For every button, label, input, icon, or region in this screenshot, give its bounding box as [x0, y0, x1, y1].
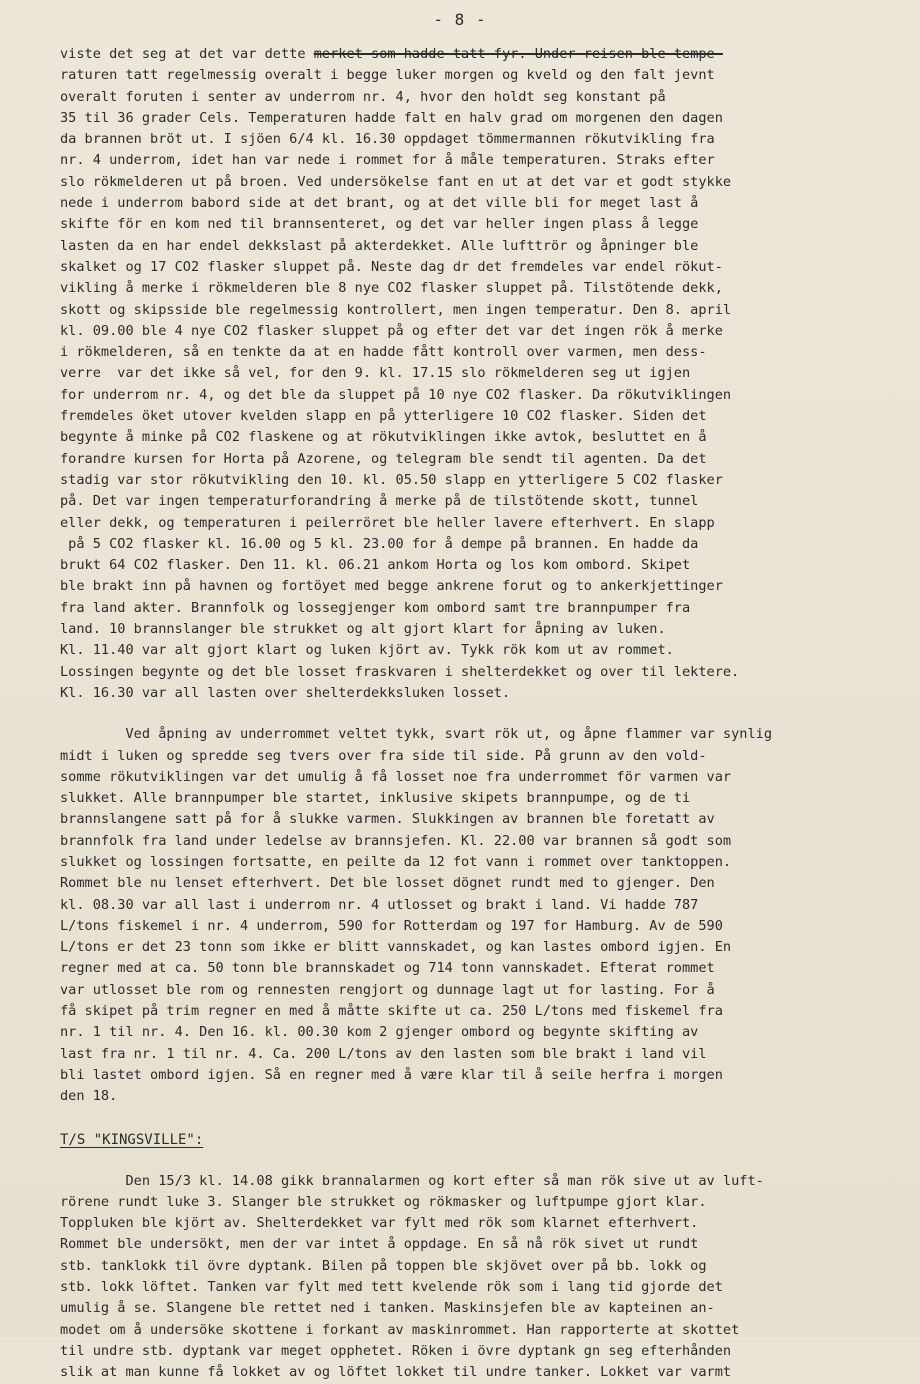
text-line: land. 10 brannslanger ble strukket og alt gjort klart for åpning av luken. [60, 621, 666, 638]
text-line: verre var det ikke så vel, for den 9. kl. 17.15 slo rökmelderen seg ut igjen [60, 365, 691, 382]
text-line: 35 til 36 grader Cels. Temperaturen hadde falt en halv grad om morgenen den dagen [60, 109, 723, 126]
text-line: stadig var stor rökutvikling den 10. kl. 05.50 slapp en ytterligere 5 CO2 flasker [60, 471, 723, 488]
text-line: overalt foruten i senter av underrom nr. 4, hvor den holdt seg konstant på [60, 88, 666, 105]
text-line: modet om å undersöke skottene i forkant av maskinrommet. Han rapporterte at skottet [60, 1321, 740, 1338]
text-line: få skipet på trim regner en med å måtte skifte ut ca. 250 L/tons med fiskemel fra [60, 1003, 723, 1020]
text-line: fremdeles öket utover kvelden slapp en på ytterligere 10 CO2 flasker. Siden det [60, 408, 707, 425]
text-line: L/tons fiskemel i nr. 4 underrom, 590 for Rotterdam og 197 for Hamburg. Av de 590 [60, 917, 723, 934]
text-line: på 5 CO2 flasker kl. 16.00 og 5 kl. 23.00 for å dempe på brannen. En hadde da [60, 535, 699, 552]
text-line: slukket og lossingen fortsatte, en peilte da 12 fot vann i rommet over tanktoppen. [60, 853, 732, 870]
text-line: slik at man kunne få lokket av og löftet lokket til undre tanker. Lokket var varmt [60, 1364, 732, 1381]
text-line: var utlosset ble rom og rennesten rengjort og dunnage lagt ut for lasting. For å [60, 981, 715, 998]
text-line: Toppluken ble kjört av. Shelterdekket var fylt med rök som klarnet efterhvert. [60, 1215, 699, 1232]
text-line: Rommet ble undersökt, men der var intet å oppdage. En så nå rök sivet ut rundt [60, 1236, 699, 1253]
text-line: på. Det var ingen temperaturforandring å merke på de tilstötende skott, tunnel [60, 493, 699, 510]
text-line: Rommet ble nu lenset efterhvert. Det ble losset dögnet rundt med to gjenger. Den [60, 875, 715, 892]
struck-text: merket som hadde tatt fyr. Under reisen ble tempe- [313, 46, 723, 62]
text-line: Ved åpning av underrommet veltet tykk, svart rök ut, og åpne flammer var synlig [60, 726, 773, 743]
text-line: bli lastet ombord igjen. Så en regner med å være klar til å seile herfra i morgen [60, 1066, 723, 1083]
text-line: midt i luken og spredde seg tvers over fra side til side. På grunn av den vold- [60, 747, 707, 764]
text-line: vikling å merke i rökmelderen ble 8 nye CO2 flasker sluppet på. Tilstötende dekk, [60, 280, 723, 297]
text-line: viste det seg at det var dette merket som hadde tatt fyr. Under reisen ble tempe- [60, 46, 723, 62]
text-line: stb. tanklokk til övre dyptank. Bilen på toppen ble skjövet over på bb. lokk og [60, 1257, 707, 1274]
text-line: slo rökmelderen ut på broen. Ved undersökelse fant en ut at det var et godt stykke [60, 173, 732, 190]
text-line: kl. 09.00 ble 4 nye CO2 flasker sluppet på og efter det var det ingen rök å merke [60, 322, 723, 339]
text-line: Den 15/3 kl. 14.08 gikk brannalarmen og kort efter så man rök sive ut av luft- [60, 1172, 764, 1189]
text-line: umulig å se. Slangene ble rettet ned i tanken. Maskinsjefen ble av kapteinen an- [60, 1300, 715, 1317]
text-line: regner med at ca. 50 tonn ble brannskadet og 714 tonn vannskadet. Efterat rommet [60, 960, 715, 977]
text-line: kl. 08.30 var all last i underrom nr. 4 utlosset og brakt i land. Vi hadde 787 [60, 896, 699, 913]
text-line: nr. 4 underrom, idet han var nede i rommet for å måle temperaturen. Straks efter [60, 152, 715, 169]
text-line: Kl. 16.30 var all lasten over shelterdekksluken losset. [60, 684, 511, 701]
text-line: da brannen bröt ut. I sjöen 6/4 kl. 16.30 oppdaget tömmermannen rökutvikling fra [60, 131, 715, 148]
text-line: rörene rundt luke 3. Slanger ble strukket og rökmasker og luftpumpe gjort klar. [60, 1193, 707, 1210]
text-line: lasten da en har endel dekkslast på akterdekket. Alle lufttrör og åpninger ble [60, 237, 699, 254]
text-line: brukt 64 CO2 flasker. Den 11. kl. 06.21 ankom Horta og los kom ombord. Skipet [60, 557, 691, 574]
text-line: nede i underrom babord side at det brant, og at det ville bli for meget last å [60, 195, 699, 212]
text-line: nr. 1 til nr. 4. Den 16. kl. 00.30 kom 2 gjenger ombord og begynte skifting av [60, 1024, 699, 1041]
document-body [60, 44, 906, 1384]
text-line: brannfolk fra land under ledelse av brannsjefen. Kl. 22.00 var brannen så godt som [60, 832, 732, 849]
paragraph-3 [60, 1171, 906, 1384]
paragraph-1 [60, 44, 906, 704]
text-line: skott og skipsside ble regelmessig kontrollert, men ingen temperatur. Den 8. april [60, 301, 732, 318]
text-line: i rökmelderen, så en tenkte da at en hadde fått kontroll over varmen, men dess- [60, 344, 707, 361]
text-line: somme rökutviklingen var det umulig å få losset noe fra underrommet för varmen var [60, 768, 732, 785]
text-line: raturen tatt regelmessig overalt i begge luker morgen og kveld og den falt jevnt [60, 67, 715, 84]
paragraph-2 [60, 724, 906, 1107]
text-line: for underrom nr. 4, og det ble da sluppet på 10 nye CO2 flasker. Da rökutviklingen [60, 386, 732, 403]
text-line: forandre kursen for Horta på Azorene, og telegram ble sendt til agenten. Da det [60, 450, 707, 467]
text-line: fra land akter. Brannfolk og lossegjenger kom ombord samt tre brannpumper fra [60, 599, 691, 616]
text-line: slukket. Alle brannpumper ble startet, inklusive skipets brannpumpe, og de ti [60, 790, 691, 807]
section-heading: T/S "KINGSVILLE": [60, 1131, 204, 1148]
text-line: last fra nr. 1 til nr. 4. Ca. 200 L/tons av den lasten som ble brakt i land vil [60, 1045, 707, 1062]
text-line: begynte å minke på CO2 flaskene og at rökutviklingen ikke avtok, besluttet en å [60, 429, 707, 446]
text-line: Lossingen begynte og det ble losset fraskvaren i shelterdekket og over til lektere. [60, 663, 740, 680]
text-line: stb. lokk löftet. Tanken var fylt med tett kvelende rök som i lang tid gjorde det [60, 1279, 723, 1296]
text-line: brannslangene satt på for å slukke varmen. Slukkingen av brannen ble foretatt av [60, 811, 715, 828]
text-line: til undre stb. dyptank var meget opphetet. Röken i övre dyptank gn seg efterhånden [60, 1342, 732, 1359]
text-line: Kl. 11.40 var alt gjort klart og luken kjört av. Tykk rök kom ut av rommet. [60, 642, 674, 659]
text-line: den 18. [60, 1088, 118, 1105]
text-line: skalket og 17 CO2 flasker sluppet på. Neste dag dr det fremdeles var endel rökut- [60, 258, 723, 275]
text-line: L/tons er det 23 tonn som ikke er blitt vannskadet, og kan lastes ombord igjen. En [60, 939, 732, 956]
text-line: ble brakt inn på havnen og fortöyet med begge ankrene forut og to ankerkjettinger [60, 578, 723, 595]
text-line: skifte för en kom ned til brannsenteret, og det var heller ingen plass å legge [60, 216, 699, 233]
text-line: eller dekk, og temperaturen i peilerröret ble heller lavere efterhvert. En slapp [60, 514, 715, 531]
page-number: - 8 - [433, 10, 487, 29]
